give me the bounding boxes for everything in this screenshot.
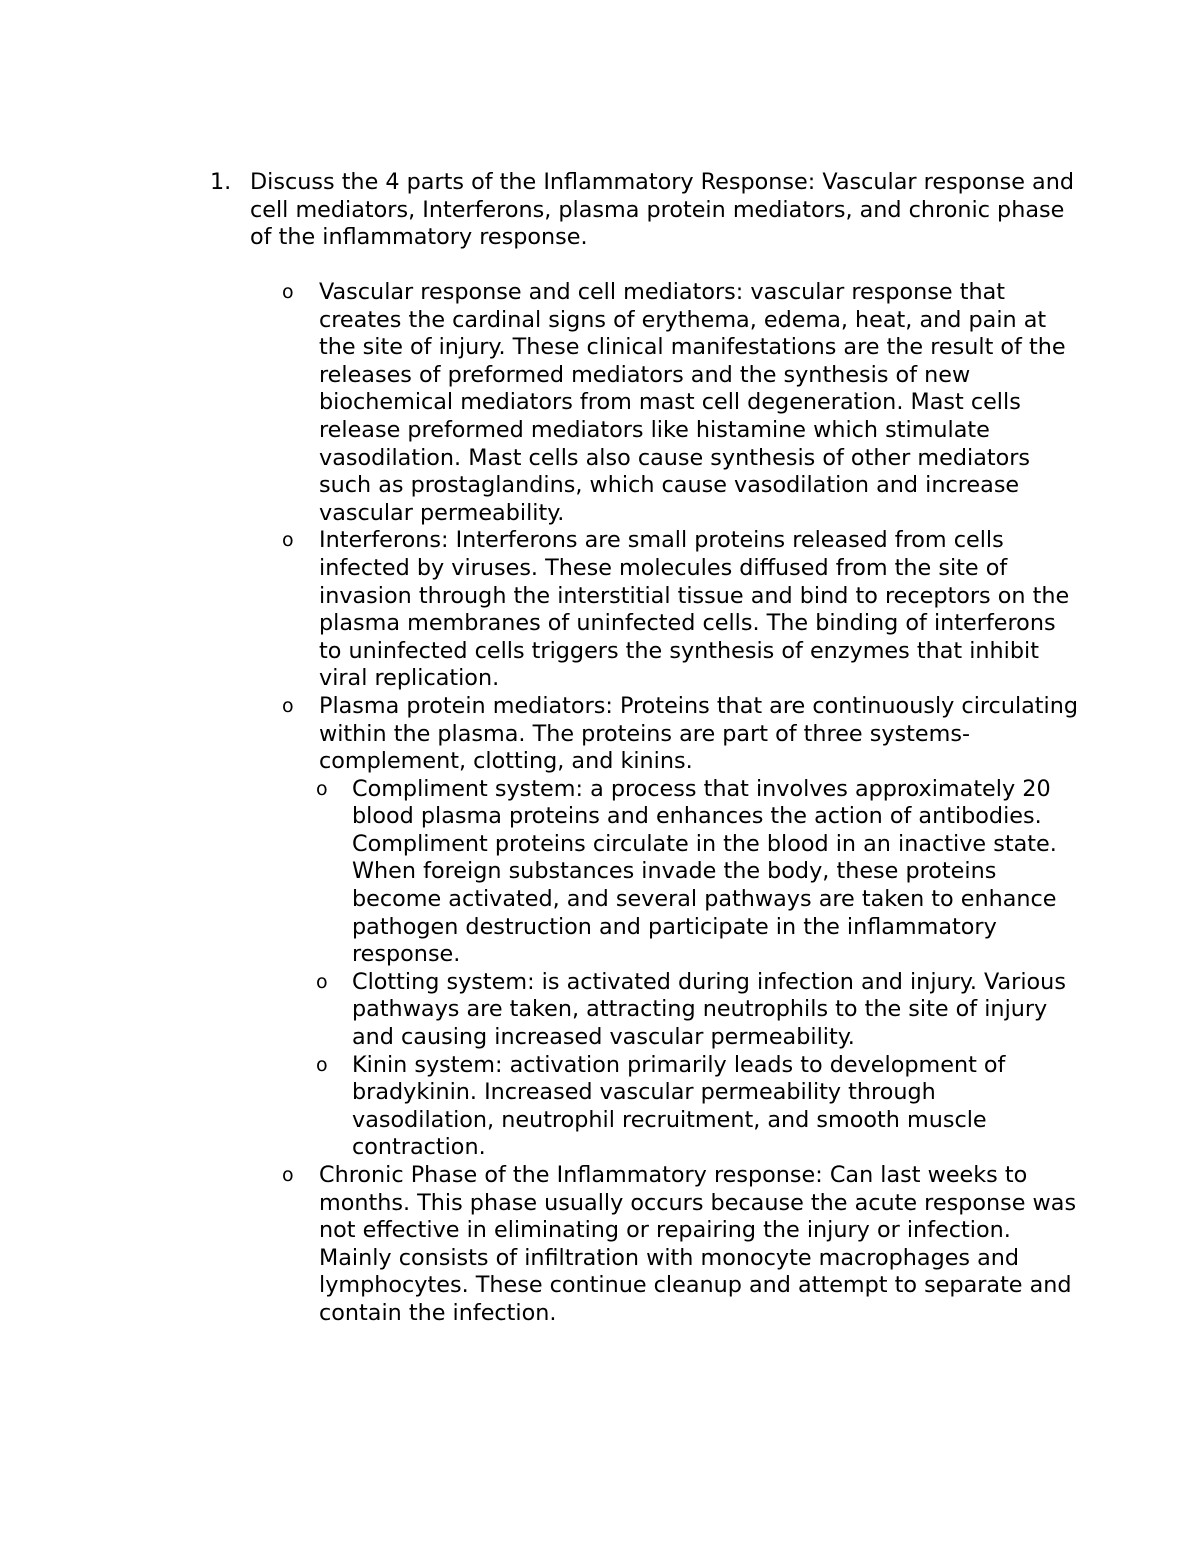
bullet-marker: o xyxy=(316,1053,328,1076)
bullet-marker: o xyxy=(316,777,328,800)
nested-text: Clotting system: is activated during infection and injury. Various pathways are taken, attracting neutrophils to the site of injury and causing increased vascular permeability. xyxy=(352,968,1066,1051)
answer-item-plasma-protein xyxy=(282,693,1082,776)
bullet-marker: o xyxy=(282,281,294,303)
answer-text: Interferons: Interferons are small proteins released from cells infected by viruses. These molecules diffused from the site of invasion through the interstitial tissue and bind to receptors on the plasma membranes of uninfected cells. The binding of interferons to uninfected cells triggers the synthesis of enzymes that inhibit viral replication. xyxy=(319,527,1070,692)
nested-item-kinin xyxy=(316,1052,1082,1162)
nested-item-compliment xyxy=(316,776,1082,969)
answer-item-interferons xyxy=(282,527,1082,693)
nested-text: Kinin system: activation primarily leads to development of bradykinin. Increased vascular permeability through vasodilation, neutrophil recruitment, and smooth muscle contraction. xyxy=(352,1051,1006,1161)
question-number: 1. xyxy=(210,169,232,195)
bullet-marker: o xyxy=(282,1164,294,1186)
question-text: Discuss the 4 parts of the Inflammatory Response: Vascular response and cell mediators, Interferons, plasma protein mediators, and chronic phase of the inflammatory response. xyxy=(250,169,1074,251)
answer-list xyxy=(282,279,1082,1328)
bullet-marker: o xyxy=(282,529,294,552)
answer-text: Vascular response and cell mediators: vascular response that creates the cardinal signs of erythema, edema, heat, and pain at the site of injury. These clinical manifestations are the result of the releases of preformed mediators and the synthesis of new biochemical mediators from mast cell degeneration. Mast cells release preformed mediators like histamine which stimulate vasodilation. Mast cells also cause synthesis of other mediators such as prostaglandins, which cause vasodilation and increase vascular permeability. xyxy=(319,279,1066,526)
nested-text: Compliment system: a process that involves approximately 20 blood plasma proteins and enhances the action of antibodies. Compliment proteins circulate in the blood in an inactive state. When foreign substances invade the body, these proteins become activated, and several pathways are taken to enhance pathogen destruction and participate in the inflammatory response. xyxy=(352,775,1057,968)
answer-text: Plasma protein mediators: Proteins that are continuously circulating within the plasma. The proteins are part of three systems- complement, clotting, and kinins. xyxy=(319,692,1079,775)
nested-list xyxy=(316,776,1082,1162)
answer-item-vascular xyxy=(282,279,1082,527)
answer-item-chronic-phase xyxy=(282,1162,1082,1328)
answer-text: Chronic Phase of the Inflammatory response: Can last weeks to months. This phase usually occurs because the acute response was not effective in eliminating or repairing the injury or infection. Mainly consists of infiltration with monocyte macrophages and lymphocytes. These continue cleanup and attempt to separate and contain the infection. xyxy=(319,1162,1077,1326)
nested-item-clotting xyxy=(316,969,1082,1052)
bullet-marker: o xyxy=(316,970,328,993)
question-item xyxy=(210,169,1090,252)
bullet-marker: o xyxy=(282,694,294,717)
